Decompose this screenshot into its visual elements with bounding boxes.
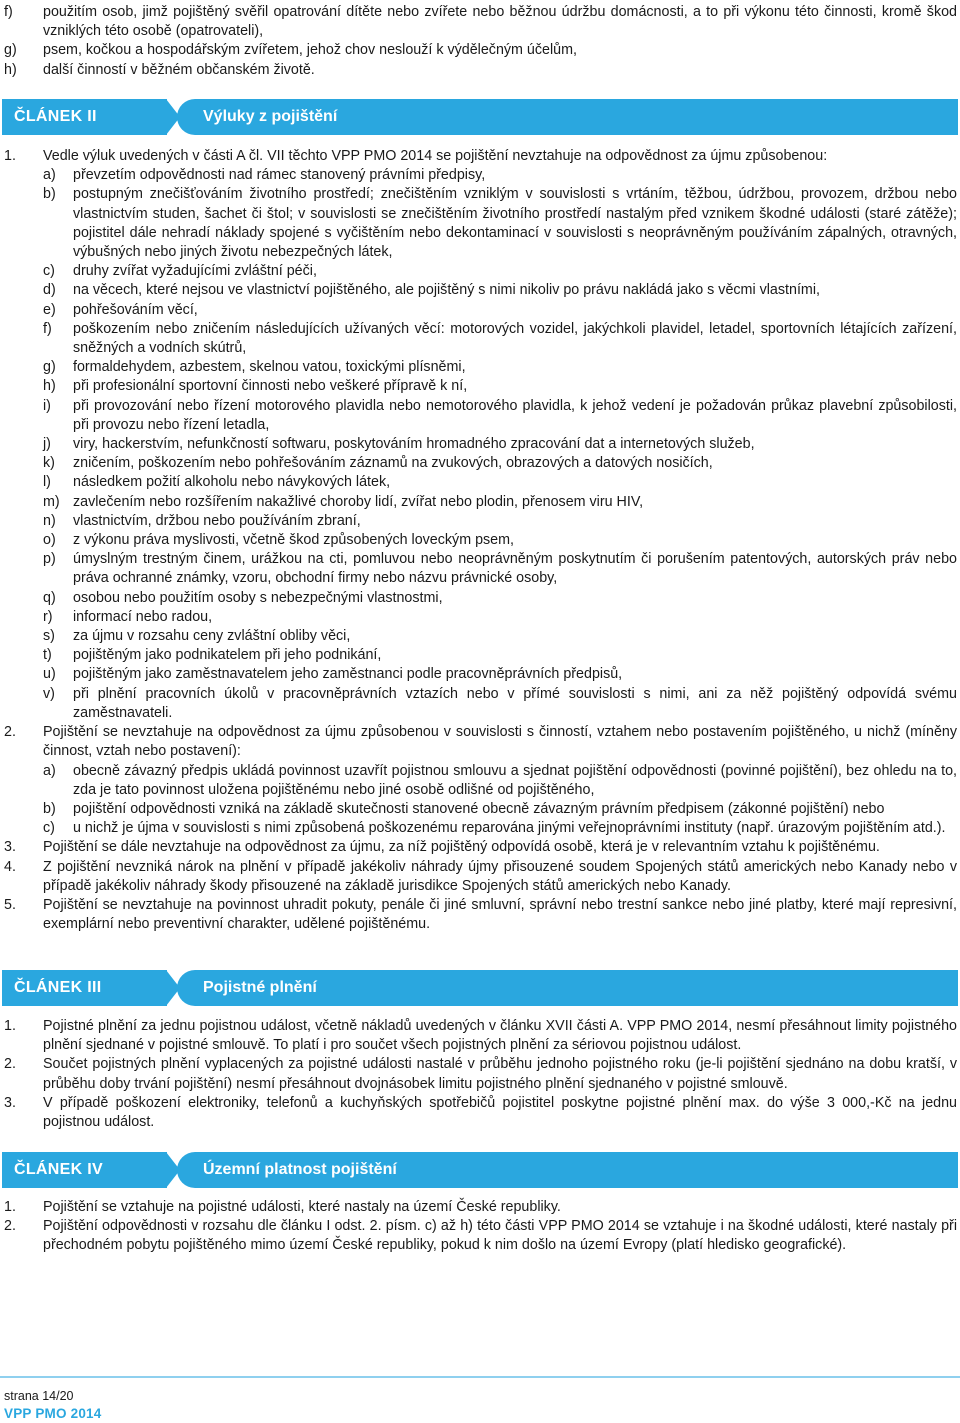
item-label: l) — [43, 474, 51, 491]
item-text: obecně závazný předpis ukládá povinnost uzavřít pojistnou smlouvu a sjednat pojištění odpovědnosti (povinné pojištění), bez ohledu na to, zda je tato povinnost uložena pojištěnému nebo jiné osobě odlišné od pojištěného, — [73, 762, 957, 798]
list-item — [0, 762, 957, 800]
article-badge: ČLÁNEK IV — [2, 1152, 167, 1188]
list-item — [0, 61, 957, 80]
top-list — [0, 3, 960, 80]
numbered-item — [0, 723, 957, 761]
item-number: 3. — [4, 1094, 16, 1111]
list-item — [0, 646, 957, 665]
item-text: formaldehydem, azbestem, skelnou vatou, toxickými plísněmi, — [73, 359, 466, 376]
list-item — [0, 627, 957, 646]
item-text: Pojištění se dále nevztahuje na odpovědnost za újmu, za níž pojištěný odpovídá osobě, která je v relevantním vztahu k pojištěnému. — [43, 839, 880, 856]
page-number: strana 14/20 — [4, 1389, 74, 1403]
item-text: Vedle výluk uvedených v části A čl. VII těchto VPP PMO 2014 se pojištění nevztahuje na odpovědnost za újmu způsobenou: — [43, 148, 828, 164]
numbered-item — [0, 1055, 957, 1093]
item-label: g) — [4, 42, 17, 59]
item-text: zavlečením nebo rozšířením nakažlivé choroby lidí, zvířat nebo plodin, přenosem viru HIV, — [73, 493, 644, 510]
item-number: 1. — [4, 1199, 16, 1215]
numbered-item — [0, 896, 957, 934]
item-label: q) — [43, 589, 56, 606]
item-label: s) — [43, 628, 55, 645]
numbered-item — [0, 147, 957, 166]
item-text: zničením, poškozením nebo pohřešováním záznamů na zvukových, obrazových a datových nosičích, — [73, 455, 713, 472]
numbered-item — [0, 858, 957, 896]
section-banner-article-2 — [2, 99, 958, 135]
item-text: postupným znečišťováním životního prostředí; znečištěním vzniklým v souvislosti s vrtáním, těžbou, údržbou, provozem, držbou nebo vlastnictvím studen, šachet či štol; v souvislosti se znečištěním životního prostředí nastalým před vznikem škodné události (staré zátěže); pojistitel dále nehradí náklady spojené s vyčištěním nebo dekontaminací v souvislosti s neoprávněným používáním zápalných, otravných, výbušných nebo jiných životu nebezpečných látek, — [73, 186, 957, 261]
item-label: h) — [4, 61, 17, 78]
item-text: informací nebo radou, — [73, 608, 213, 625]
item-text: Pojistné plnění za jednu pojistnou událost, včetně nákladů uvedených v článku XVII části A. VPP PMO 2014, nesmí přesáhnout limity pojistného plnění sjednané v pojistné smlouvě. To platí i pro součet všech pojistných plnění za sériovou pojistnou událost. — [43, 1018, 957, 1054]
item-number: 2. — [4, 1218, 16, 1235]
list-item — [0, 685, 957, 723]
article-3-body — [0, 1017, 960, 1132]
list-item — [0, 454, 957, 473]
item-text: vlastnictvím, držbou nebo používáním zbraní, — [73, 512, 361, 529]
item-label: n) — [43, 512, 56, 529]
numbered-item — [0, 838, 957, 857]
list-item — [0, 320, 957, 358]
article-badge: ČLÁNEK III — [2, 970, 167, 1006]
item-text: na věcech, které nejsou ve vlastnictví pojištěného, ale pojištěný s nimi nikoliv po právu nakládá jako s věcmi vlastními, — [73, 282, 820, 299]
item-label: d) — [43, 282, 56, 299]
article-title: Pojistné plnění — [177, 970, 958, 1006]
item-text: Pojištění odpovědnosti v rozsahu dle článku I odst. 2. písm. c) až h) této části VPP PMO 2014 se vztahuje i na škodné události, které nastaly při přechodném pobytu pojištěného mimo území České republiky, pokud k nim došlo na území Evropy (platí hledisko geografické). — [43, 1218, 957, 1254]
item-text: za újmu v rozsahu ceny zvláštní obliby věci, — [73, 628, 351, 645]
list-item — [0, 665, 957, 684]
item-text: při plnění pracovních úkolů v pracovněprávních vztazích nebo v přímé souvislosti s nimi, ani za něž pojištěný odpovídá svému zaměstnavateli. — [73, 685, 957, 721]
numbered-item — [0, 1198, 957, 1217]
list-item — [0, 493, 957, 512]
item-text: psem, kočkou a hospodářským zvířetem, jehož chov neslouží k výdělečným účelům, — [43, 42, 577, 59]
list-item — [0, 819, 957, 838]
item-text: Z pojištění nevzniká nárok na plnění v případě jakékoliv náhrady újmy přisouzené soudem Spojených států amerických nebo Kanady nebo v případě jakékoliv náhrady škody přisouzené na základě jurisdikce Spojených států amerických nebo Kanady. — [43, 858, 957, 894]
item-label: p) — [43, 551, 56, 568]
item-label: e) — [43, 301, 56, 318]
item-label: g) — [43, 359, 56, 376]
item-text: převzetím odpovědnosti nad rámec stanovený právními předpisy, — [73, 167, 486, 184]
list-item — [0, 301, 957, 320]
item-text: viry, hackerstvím, nefunkčností softwaru, poskytováním hromadného zpracování dat a internetových služeb, — [73, 436, 755, 453]
numbered-item — [0, 1217, 957, 1255]
item-text: V případě poškození elektroniky, telefonů a kuchyňských spotřebičů pojistitel poskytne pojistné plnění max. do výše 3 000,-Kč na jednu pojistnou událost. — [43, 1094, 957, 1131]
list-item — [0, 262, 957, 281]
list-item — [0, 166, 957, 185]
page-footer — [0, 1376, 960, 1421]
item-text: osobou nebo použitím osoby s nebezpečnými vlastnostmi, — [73, 589, 443, 606]
item-label: c) — [43, 263, 55, 280]
list-item — [0, 281, 957, 300]
list-item — [0, 397, 957, 435]
item-text: u nichž je újma v souvislosti s nimi způsobená poškozenému reparována jinými veřejnoprávními instituty (např. úrazovým pojištěním atd.). — [73, 820, 946, 837]
item-text: použitím osob, jimž pojištěný svěřil opatrování dítěte nebo zvířete nebo běžnou údržbu domácnosti, a to při výkonu této činnosti, kromě škod vzniklých této osobě (opatrovateli), — [43, 4, 957, 40]
item-text: poškozením nebo zničením následujících užívaných věcí: motorových vozidel, jakýchkoli plavidel, letadel, sportovních létajících zařízení, sněžných a vodních skútrů, — [73, 320, 957, 357]
item-label: b) — [43, 186, 56, 203]
list-item — [0, 41, 957, 60]
numbered-item — [0, 1017, 957, 1055]
item-label: u) — [43, 666, 56, 683]
item-text: Pojištění se vztahuje na pojistné události, které nastaly na území České republiky. — [43, 1199, 561, 1215]
item-label: b) — [43, 800, 56, 817]
numbered-item — [0, 1094, 957, 1132]
item-label: k) — [43, 455, 55, 472]
document-brand: VPP PMO 2014 — [4, 1406, 102, 1421]
list-item — [0, 608, 957, 627]
item-label: h) — [43, 378, 56, 395]
item-text: pojištěným jako zaměstnavatelem jeho zaměstnanci podle pracovněprávních předpisů, — [73, 666, 623, 683]
list-item — [0, 800, 957, 819]
item-text: pohřešováním věcí, — [73, 301, 198, 318]
item-number: 1. — [4, 148, 16, 164]
item-text: úmyslným trestným činem, urážkou na cti, pomluvou nebo neoprávněným poskytnutím či porušením patentových, autorských práv nebo práva ochranné známky, vzoru, obchodní firmy nebo názvu právnické osoby, — [73, 551, 957, 587]
item-number: 2. — [4, 724, 16, 741]
item-text: při profesionální sportovní činnosti nebo veškeré přípravě k ní, — [73, 378, 468, 395]
list-item — [0, 531, 957, 550]
list-item — [0, 550, 957, 588]
item-text: další činností v běžném občanském životě. — [43, 61, 315, 78]
article-4-body — [0, 1198, 960, 1256]
item-label: t) — [43, 647, 52, 664]
article-badge: ČLÁNEK II — [2, 99, 167, 135]
item-number: 5. — [4, 896, 16, 913]
list-item — [0, 473, 957, 492]
item-label: c) — [43, 820, 55, 837]
section-banner-article-3 — [2, 970, 958, 1006]
list-item — [0, 435, 957, 454]
article-2-body — [0, 147, 960, 934]
item-label: r) — [43, 608, 53, 625]
item-label: v) — [43, 685, 55, 702]
list-item — [0, 185, 957, 262]
item-text: Pojištění se nevztahuje na povinnost uhradit pokuty, penále či jiné smluvní, správní nebo trestní sankce nebo jiné platby, které mají represivní, exemplární nebo preventivní charakter, udělené pojištěnému. — [43, 896, 957, 933]
list-item — [0, 377, 957, 396]
list-item — [0, 512, 957, 531]
item-text: Součet pojistných plnění vyplacených za pojistné události nastalé v průběhu jednoho pojistného roku (je-li pojištění sjednáno na dobu kratší, v průběhu doby trvání pojištění) nesmí přesáhnout dvojnásobek limitu pojistného plnění sjednaného v pojistné smlouvě. — [43, 1056, 957, 1092]
article-title: Územní platnost pojištění — [177, 1152, 958, 1188]
item-label: f) — [43, 320, 52, 337]
item-label: o) — [43, 532, 56, 549]
item-text: Pojištění se nevztahuje na odpovědnost za újmu způsobenou v souvislosti s činností, vztahem nebo postavením pojištěného, u nichž (míněny činnost, vztah nebo postavení): — [43, 724, 957, 760]
item-label: a) — [43, 762, 56, 779]
item-text: pojištění odpovědnosti vzniká na základě skutečnosti stanovené obecně závazným právním předpisem (zákonné pojištění) nebo — [73, 800, 885, 817]
item-number: 1. — [4, 1018, 16, 1034]
item-label: j) — [43, 436, 51, 453]
item-number: 3. — [4, 839, 16, 856]
item-text: při provozování nebo řízení motorového plavidla nebo nemotorového plavidla, k jehož vedení je požadován průkaz plavební způsobilosti, při provozu nebo řízení letadla, — [73, 397, 957, 433]
item-number: 2. — [4, 1056, 16, 1073]
list-item — [0, 3, 957, 41]
item-text: následkem požití alkoholu nebo návykových látek, — [73, 474, 391, 491]
item-text: druhy zvířat vyžadujícími zvláštní péči, — [73, 263, 317, 280]
item-label: m) — [43, 493, 60, 510]
item-label: a) — [43, 167, 56, 184]
section-banner-article-4 — [2, 1152, 958, 1188]
list-item — [0, 589, 957, 608]
item-text: pojištěným jako podnikatelem při jeho podnikání, — [73, 647, 382, 664]
item-label: i) — [43, 397, 51, 414]
article-title: Výluky z pojištění — [177, 99, 958, 135]
item-label: f) — [4, 4, 13, 20]
item-number: 4. — [4, 858, 16, 875]
item-text: z výkonu práva myslivosti, včetně škod způsobených loveckým psem, — [73, 532, 515, 549]
list-item — [0, 358, 957, 377]
